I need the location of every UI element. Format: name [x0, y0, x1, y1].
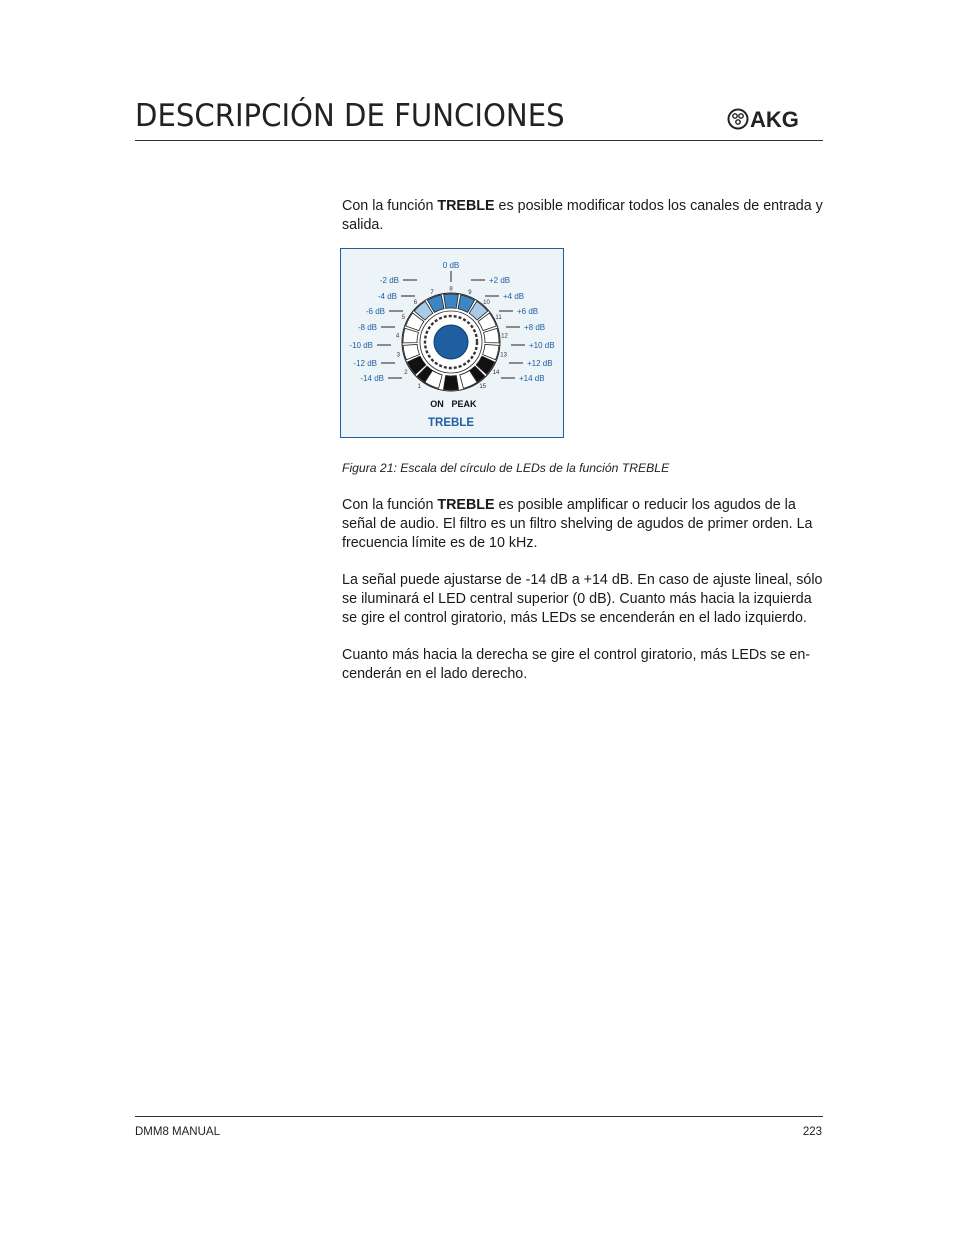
led-number: 6 [413, 299, 418, 306]
left-db-label: -2 dB [379, 276, 399, 285]
treble-led-figure [340, 248, 564, 438]
left-db-label: -8 dB [357, 323, 377, 332]
led-number: 11 [495, 314, 502, 321]
led-number: 10 [483, 299, 490, 306]
intro-paragraph: Con la función TREBLE es posible modificar todos los canales de entrada y salida. [342, 198, 823, 233]
led-number: 2 [404, 370, 408, 377]
led-number: 12 [501, 333, 508, 340]
knob-cap [434, 325, 468, 359]
right-db-label: +8 dB [524, 323, 546, 332]
led-number: 13 [500, 352, 507, 359]
figure-caption: Figura 21: Escala del círculo de LEDs de la función TREBLE [342, 461, 670, 475]
right-db-label: +12 dB [527, 359, 553, 368]
function-paragraph: Con la función TREBLE es posible amplificar o reducir los agudos de la señal de audio. El filtro es un filtro shelving de agudos de primer orden. La frecuencia límite es de 10 kHz. [342, 497, 813, 551]
right-db-label: +2 dB [489, 276, 511, 285]
led-number: 1 [417, 384, 421, 391]
led-ring-diagram [341, 249, 563, 437]
page-number: 223 [802, 1126, 822, 1138]
zero-db-label: 0 dB [442, 261, 460, 270]
page-title: DESCRIPCIÓN DE FUNCIONES [135, 98, 565, 134]
left-db-label: -4 dB [377, 292, 397, 301]
led-number: 9 [468, 289, 472, 296]
left-db-label: -14 dB [360, 374, 384, 383]
left-db-label: -12 dB [353, 359, 377, 368]
led-number: 5 [401, 314, 406, 321]
led-number: 4 [395, 333, 400, 340]
led-number: 8 [449, 286, 453, 293]
footer-manual-name: DMM8 MANUAL [135, 1126, 220, 1138]
led-segment [444, 294, 459, 308]
right-db-label: +4 dB [503, 292, 525, 301]
right-db-label: +6 dB [517, 307, 539, 316]
on-label: ON [430, 399, 444, 409]
peak-led [443, 376, 458, 390]
led-number: 14 [492, 370, 500, 377]
range-paragraph: La señal puede ajustarse de -14 dB a +14 dB. En caso de ajuste lineal, sólo se iluminará el LED central superior (0 dB). Cuanto más hacia la izquierda se gire el control giratorio, más LEDs se encenderán en el lado izquierdo. [342, 572, 823, 626]
left-db-label: -6 dB [365, 307, 385, 316]
knob-label: TREBLE [428, 417, 474, 429]
akg-logo [727, 106, 825, 132]
right-db-label: +10 dB [529, 341, 555, 350]
footer-rule [135, 1116, 823, 1117]
peak-label: PEAK [451, 399, 477, 409]
right-turn-paragraph: Cuanto más hacia la derecha se gire el control giratorio, más LEDs se en-cenderán en el lado derecho. [342, 647, 811, 682]
led-number: 7 [430, 289, 434, 296]
left-db-label: -10 dB [349, 341, 373, 350]
right-db-label: +14 dB [519, 374, 545, 383]
logo-text: AKG [750, 107, 799, 132]
led-number: 3 [396, 352, 401, 359]
led-number: 15 [479, 384, 487, 391]
header-rule [135, 140, 823, 141]
